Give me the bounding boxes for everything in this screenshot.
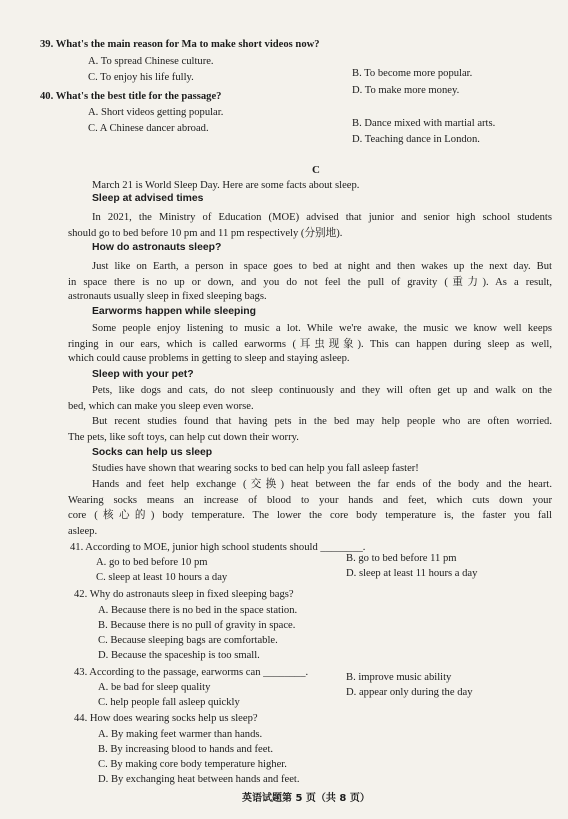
q41-option-c: C. sleep at least 10 hours a day [96, 572, 228, 583]
q44-option-d: D. By exchanging heat between hands and feet. [98, 774, 300, 785]
paragraph-line: Just like on Earth, a person in space goes to bed at night and then wakes up the next day. But [92, 261, 552, 272]
q40-option-b: B. Dance mixed with martial arts. [352, 118, 496, 129]
heading-pets: Sleep with your pet? [92, 369, 194, 380]
paragraph-line: bed, which can make you sleep even worse. [68, 401, 254, 412]
q42-option-b: B. Because there is no pull of gravity in space. [98, 620, 296, 631]
paragraph-line: in space there is no up or down, and you do not feel the pull of gravity (重力). As a result, [68, 277, 552, 288]
q40-stem: 40. What's the best title for the passage? [40, 91, 222, 102]
q41-option-d: D. sleep at least 11 hours a day [346, 568, 478, 579]
q39-option-a: A. To spread Chinese culture. [88, 56, 214, 67]
q43-option-b: B. improve music ability [346, 672, 452, 683]
paragraph-line: Hands and feet help exchange (交换) heat between the far ends of the body and the heart. [92, 479, 552, 490]
paragraph-line: core (核心的) body temperature. The lower the core body temperature is, the faster you fall [68, 510, 552, 521]
q42-stem: 42. Why do astronauts sleep in fixed sleeping bags? [74, 589, 294, 600]
q41-stem: 41. According to MOE, junior high school students should ________. [70, 542, 366, 553]
paragraph-line: asleep. [68, 526, 98, 537]
paragraph-line: which could cause problems in getting to sleep and staying asleep. [68, 353, 350, 364]
q40-option-a: A. Short videos getting popular. [88, 107, 224, 118]
section-letter: C [312, 164, 320, 176]
paragraph-line: In 2021, the Ministry of Education (MOE) advised that junior and senior high school students [92, 212, 552, 223]
q39-option-c: C. To enjoy his life fully. [88, 72, 194, 83]
heading-socks: Socks can help us sleep [92, 447, 213, 458]
q40-option-c: C. A Chinese dancer abroad. [88, 123, 209, 134]
heading-astronauts: How do astronauts sleep? [92, 242, 222, 253]
paragraph-line: Some people enjoy listening to music a lot. While we're awake, the music we know well keeps [92, 323, 552, 334]
q44-option-c: C. By making core body temperature higher. [98, 759, 287, 770]
paragraph-line: The pets, like soft toys, can help cut down their worry. [68, 432, 299, 443]
q39-stem: 39. What's the main reason for Ma to make short videos now? [40, 39, 320, 50]
q41-option-b: B. go to bed before 11 pm [346, 553, 457, 564]
q43-option-a: A. be bad for sleep quality [98, 682, 211, 693]
q43-stem: 43. According to the passage, earworms can ________. [74, 667, 309, 678]
paragraph-line: Pets, like dogs and cats, do not sleep continuously and they will often get up and walk on the [92, 385, 552, 396]
q42-option-a: A. Because there is no bed in the space station. [98, 605, 298, 616]
paragraph-line: Wearing socks means an increase of blood to your hands and feet, which cuts down your [68, 495, 552, 506]
q41-option-a: A. go to bed before 10 pm [96, 557, 208, 568]
paragraph-line: Studies have shown that wearing socks to bed can help you fall asleep faster! [92, 463, 419, 474]
q42-option-c: C. Because sleeping bags are comfortable. [98, 635, 278, 646]
paragraph-line: But recent studies found that having pets in the bed may help people who are often worried. [92, 416, 552, 427]
heading-advised-times: Sleep at advised times [92, 193, 204, 204]
q40-option-d: D. Teaching dance in London. [352, 134, 480, 145]
q44-stem: 44. How does wearing socks help us sleep? [74, 713, 258, 724]
q44-option-a: A. By making feet warmer than hands. [98, 729, 263, 740]
section-intro: March 21 is World Sleep Day. Here are some facts about sleep. [92, 180, 360, 191]
q43-option-c: C. help people fall asleep quickly [98, 697, 240, 708]
heading-earworms: Earworms happen while sleeping [92, 306, 256, 317]
paragraph-line: should go to bed before 10 pm and 11 pm respectively (分别地). [68, 228, 343, 239]
paragraph-line: ringing in our ears, which is called earworms (耳虫现象). This can happen during sleep as well, [68, 339, 552, 350]
paragraph-line: astronauts usually sleep in fixed sleeping bags. [68, 291, 267, 302]
q39-option-b: B. To become more popular. [352, 68, 473, 79]
q39-option-d: D. To make more money. [352, 85, 460, 96]
q44-option-b: B. By increasing blood to hands and feet. [98, 744, 274, 755]
page-footer: 英语试题第 5 页（共 8 页） [242, 793, 370, 804]
q43-option-d: D. appear only during the day [346, 687, 473, 698]
q42-option-d: D. Because the spaceship is too small. [98, 650, 260, 661]
